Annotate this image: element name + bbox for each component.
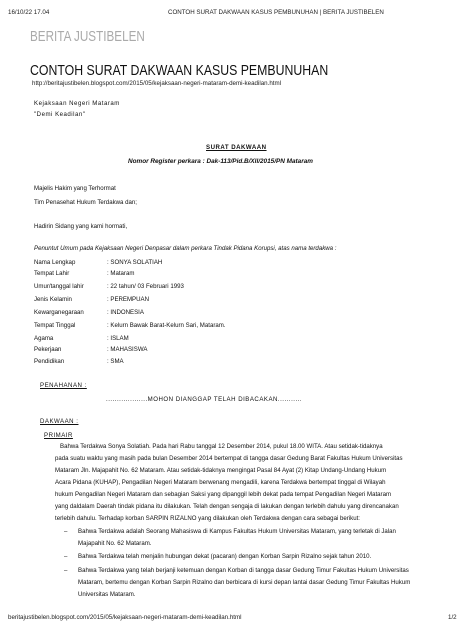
penahanan-text: ...................MOHON DIANGGAP TELAH DIBACAKAN........... bbox=[106, 396, 303, 403]
bullet-line: Bahwa Terdakwa adalah Seorang Mahasiswa di Kampus Fakultas Hukum Universitas Mataram, yang terletak di Jalan bbox=[78, 528, 396, 535]
office-name: Kejaksaan Negeri Mataram bbox=[34, 100, 120, 107]
identity-value: : PEREMPUAN bbox=[107, 296, 149, 303]
bullet-line: Bahwa Terdakwa telah menjalin hubungan dekat (pacaran) dengan Korban Sarpin Rizalno sejak tahun 2010. bbox=[78, 553, 372, 560]
identity-label: Umur/tanggal lahir bbox=[34, 283, 84, 290]
office-motto: "Demi Keadilan" bbox=[34, 111, 86, 118]
salutation-2: Tim Penasehat Hukum Terdakwa dan; bbox=[34, 199, 137, 206]
identity-label: Jenis Kelamin bbox=[34, 296, 72, 303]
identity-value: : Mataram bbox=[107, 270, 135, 277]
identity-value: : SONYA SOLATIAH bbox=[107, 259, 163, 266]
print-datetime: 16/10/22 17.04 bbox=[8, 9, 50, 16]
identity-label: Agama bbox=[34, 335, 54, 342]
identity-label: Kewarganegaraan bbox=[34, 309, 84, 316]
paragraph-line: pada suatu waktu yang masih pada bulan Desember 2014 bertempat di tangga dasar Gedung Barat Fakultas Hukum Universitas bbox=[55, 455, 403, 462]
identity-label: Tempat Tinggal bbox=[34, 322, 76, 329]
identity-value: : ISLAM bbox=[107, 335, 129, 342]
bullet-dash: – bbox=[64, 528, 68, 535]
salutation-1: Majelis Hakim yang Terhormat bbox=[34, 185, 116, 192]
dakwaan-label: DAKWAAN : bbox=[40, 418, 79, 425]
intro-text: Penuntut Umum pada Kejaksaan Negeri Denpasar dalam perkara Tindak Pidana Korupsi, atas nama terdakwa : bbox=[34, 245, 337, 252]
register-number: Nomor Register perkara : Dak-113/Pid.B/XII/2015/PN Mataram bbox=[128, 158, 313, 165]
blog-name[interactable]: BERITA JUSTIBELEN bbox=[30, 28, 145, 45]
bullet-line: Bahwa Terdakwa yang telah berjanji ketemuan dengan Korban di tangga dasar Gedung Timur Fakultas Hukum Universitas bbox=[78, 567, 409, 574]
bullet-line: Universitas Mataram. bbox=[78, 591, 136, 598]
identity-value: : 22 tahun/ 03 Februari 1993 bbox=[107, 283, 184, 290]
print-page-title: CONTOH SURAT DAKWAAN KASUS PEMBUNUHAN | BERITA JUSTIBELEN bbox=[168, 9, 384, 16]
identity-value: : MAHASISWA bbox=[107, 346, 148, 353]
bullet-line: Majapahit No. 62 Mataram. bbox=[78, 540, 152, 547]
paragraph-line: Bahwa Terdakwa Sonya Solatiah. Pada hari Rabu tanggal 12 Desember 2014, pukul 18.00 WITA. Atau setidak-tidaknya bbox=[60, 443, 383, 450]
bullet-line: Mataram, bertemu dengan Korban Sarpin Rizalno dan berbicara di kursi depan lantai dasar Gedung Timur Fakultas Hukum bbox=[78, 579, 411, 586]
identity-label: Tempat Lahir bbox=[34, 270, 70, 277]
print-footer-url[interactable]: beritajustibelen.blogspot.com/2015/05/kejaksaan-negeri-mataram-demi-keadilan.html bbox=[8, 614, 242, 621]
penahanan-label: PENAHANAN : bbox=[40, 382, 87, 389]
primair-label: PRIMAIR bbox=[44, 432, 73, 439]
salutation-3: Hadirin Sidang yang kami hormati, bbox=[34, 223, 128, 230]
bullet-dash: – bbox=[64, 553, 68, 560]
identity-value: : SMA bbox=[107, 358, 124, 365]
identity-label: Pendidikan bbox=[34, 358, 65, 365]
identity-label: Pekerjaan bbox=[34, 346, 62, 353]
document-heading: SURAT DAKWAAN bbox=[206, 144, 267, 151]
paragraph-line: yang daldalam Daerah tindak pidana itu dilakukan. Telah dengan sengaja di lakukan dengan terlebih dahulu yang direncanakan bbox=[55, 503, 399, 510]
paragraph-line: hukum Pengadilan Negeri Mataram dan sebagian Saksi yang dipanggil lebih dekat pada tempat Pengadilan Negeri Mataram bbox=[55, 491, 392, 498]
bullet-dash: – bbox=[64, 567, 68, 574]
paragraph-line: Mataram Jln. Majapahit No. 62 Mataram. Atau setidak-tidaknya mengingat Pasal 84 Ayat (2) Kitap Undang-Undang Hukum bbox=[55, 467, 387, 474]
post-url[interactable]: http://beritajustibelen.blogspot.com/2015/05/kejaksaan-negeri-mataram-demi-keadilan.html bbox=[32, 80, 282, 87]
identity-label: Nama Lengkap bbox=[34, 259, 76, 266]
post-title[interactable]: CONTOH SURAT DAKWAAN KASUS PEMBUNUHAN bbox=[30, 62, 329, 79]
paragraph-line: terlebih dahulu. Terhadap korban SARPIN RIZALNO yang dilakukan oleh Terdakwa dengan cara sebagai berikut: bbox=[55, 515, 360, 522]
print-page-number: 1/2 bbox=[448, 614, 457, 621]
identity-value: : Kelurn Bawak Barat-Kelurn Sari, Mataram. bbox=[107, 322, 226, 329]
identity-value: : INDONESIA bbox=[107, 309, 144, 316]
paragraph-line: Acara Pidana (KUHAP), Pengadilan Negeri Mataram berwenang mengadili, karena Terdakwa bertempat tinggal di Wilayah bbox=[55, 479, 386, 486]
